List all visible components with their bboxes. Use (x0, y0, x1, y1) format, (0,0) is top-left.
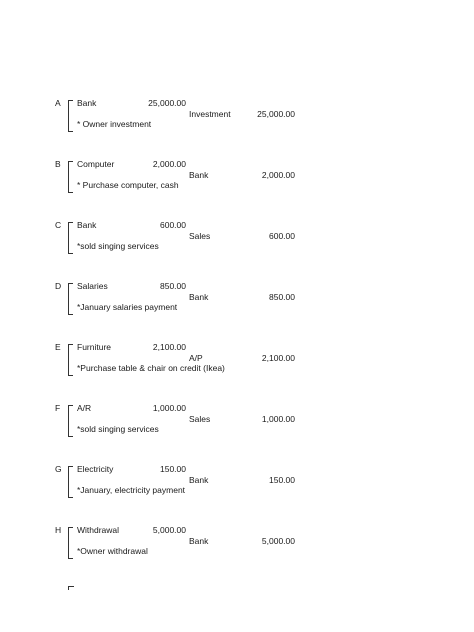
debit-account: Bank (77, 220, 97, 230)
credit-amount: 150.00 (269, 475, 295, 485)
credit-account: Bank (189, 170, 209, 180)
credit-amount: 850.00 (269, 292, 295, 302)
entry-bracket (68, 344, 73, 376)
credit-account: Bank (189, 292, 209, 302)
journal-entry-a (0, 98, 474, 143)
entry-memo: *sold singing services (77, 424, 159, 434)
entry-memo: *January salaries payment (77, 302, 178, 312)
journal-entry-e (0, 342, 474, 387)
credit-account: Bank (189, 475, 209, 485)
debit-account: Computer (77, 159, 115, 169)
journal-entry-b (0, 159, 474, 204)
entry-memo: * Owner investment (77, 119, 152, 129)
debit-account: Bank (77, 98, 97, 108)
debit-amount: 5,000.00 (152, 525, 186, 535)
entry-memo: *sold singing services (77, 241, 159, 251)
entry-memo: *Owner withdrawal (77, 546, 148, 556)
entry-letter: C (55, 220, 62, 230)
entry-letter: A (55, 98, 61, 108)
credit-amount: 2,100.00 (261, 353, 295, 363)
debit-amount: 2,000.00 (152, 159, 186, 169)
journal-entry-f (0, 403, 474, 448)
credit-amount: 5,000.00 (261, 536, 295, 546)
entry-bracket (68, 283, 73, 315)
credit-amount: 600.00 (269, 231, 295, 241)
credit-account: Bank (189, 536, 209, 546)
credit-account: Sales (189, 414, 211, 424)
entry-bracket (68, 161, 73, 193)
entry-letter: G (55, 464, 62, 474)
credit-amount: 1,000.00 (261, 414, 295, 424)
journal-entry-c (0, 220, 474, 265)
debit-account: Salaries (77, 281, 108, 291)
credit-account: Sales (189, 231, 211, 241)
credit-amount: 25,000.00 (257, 109, 295, 119)
entry-memo: *Purchase table & chair on credit (Ikea) (77, 363, 225, 373)
next-entry-bracket-fragment (68, 586, 74, 590)
entry-memo: *January, electricity payment (77, 485, 186, 495)
credit-amount: 2,000.00 (261, 170, 295, 180)
entry-bracket (68, 222, 73, 254)
debit-amount: 2,100.00 (152, 342, 186, 352)
debit-amount: 25,000.00 (148, 98, 186, 108)
entry-bracket (68, 100, 73, 132)
entry-bracket (68, 405, 73, 437)
entry-letter: B (55, 159, 61, 169)
debit-amount: 600.00 (160, 220, 186, 230)
credit-account: A/P (189, 353, 203, 363)
debit-amount: 850.00 (160, 281, 186, 291)
entry-letter: D (55, 281, 62, 291)
entry-letter: H (55, 525, 62, 535)
journal-entry-h (0, 525, 474, 570)
entry-bracket (68, 527, 73, 559)
journal-entry-d (0, 281, 474, 326)
journal-entry-g (0, 464, 474, 509)
debit-amount: 1,000.00 (152, 403, 186, 413)
debit-account: Withdrawal (77, 525, 120, 535)
entry-bracket (68, 466, 73, 498)
entry-letter: F (55, 403, 61, 413)
entry-letter: E (55, 342, 61, 352)
debit-account: A/R (77, 403, 92, 413)
debit-amount: 150.00 (160, 464, 186, 474)
credit-account: Investment (189, 109, 231, 119)
debit-account: Furniture (77, 342, 112, 352)
debit-account: Electricity (77, 464, 114, 474)
entry-memo: * Purchase computer, cash (77, 180, 179, 190)
